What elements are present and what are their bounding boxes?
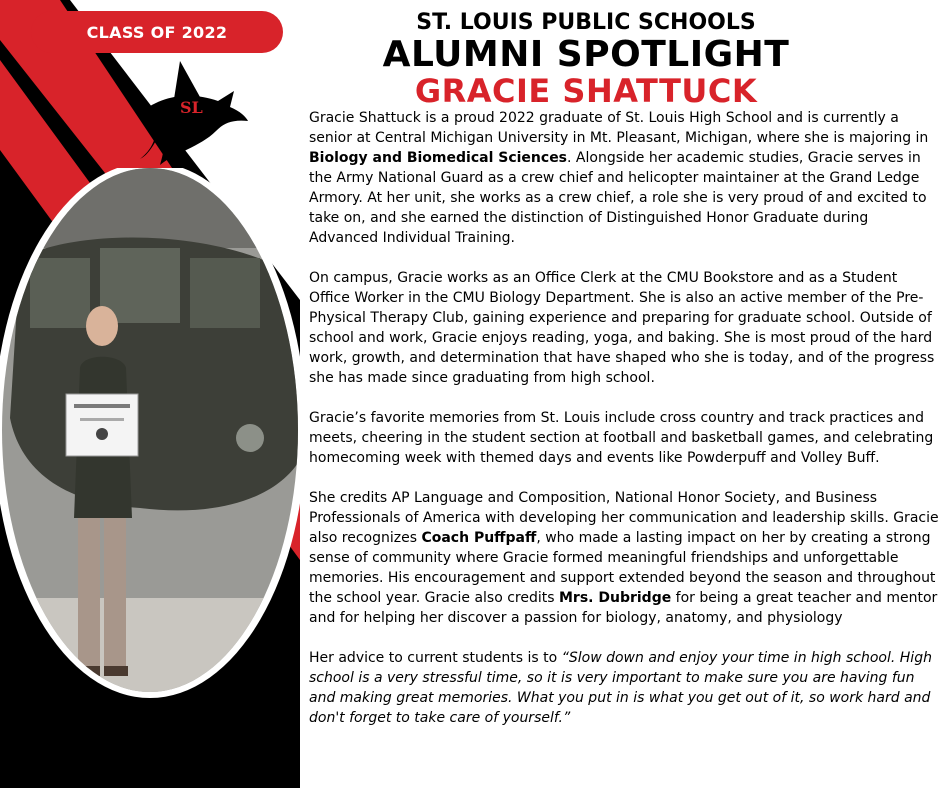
logo-monogram: SL	[180, 98, 203, 117]
district-heading: ST. LOUIS PUBLIC SCHOOLS	[416, 10, 756, 35]
article-body	[309, 108, 940, 748]
alumni-name: GRACIE SHATTUCK	[414, 72, 758, 110]
graduate-photo	[0, 168, 312, 698]
major-highlight: Biology and Biomedical Sciences	[309, 150, 568, 166]
page-header	[360, 10, 812, 108]
paragraph-bio: Gracie Shattuck is a proud 2022 graduate of St. Louis High School and is currently a senior at Central Michigan University in Mt. Pleasant, Michigan, where she is majoring in Biology and Biomedical Sciences. Alongside her academic studies, Gracie serves in the Army National Guard as a crew chief and helicopter maintainer at the Grand Ledge Armory. At her unit, she works as a crew chief, a role she is very proud of and excited to take on, and she earned the distinction of Distinguished Honor Graduate during Advanced Individual Training.	[309, 110, 929, 246]
paragraph-credits: She credits AP Language and Composition, National Honor Society, and Business Professionals of America with developing her communication and leadership skills. Gracie also recognizes Coach Puffpaff, who made a lasting impact on her by creating a strong sense of community where Gracie formed meaningful friendships and unforgettable memories. His encouragement and support extended beyond the season and throughout the school year. Gracie also credits Mrs. Dubridge for being a great teacher and mentor and for helping her discover a passion for biology, anatomy, and physiology	[309, 490, 939, 626]
paragraph-advice: Her advice to current students is to “Slow down and enjoy your time in high school. High school is a very stressful time, so it is very important to make sure you are having fun and making great memories. What you put in is what you get out of it, so work hard and don't forget to take care of yourself.”	[309, 650, 932, 726]
advice-quote: “Slow down and enjoy your time in high school. High school is a very stressful time, so it is very important to make sure you are having fun and making great memories. What you put in is what you get out of it, so work hard and don't forget to take care of yourself.”	[309, 650, 932, 726]
shark-mascot-icon	[130, 55, 250, 167]
class-year-badge	[31, 11, 283, 53]
paragraph-memories: Gracie’s favorite memories from St. Louis include cross country and track practices and meets, cheering in the student section at football and basketball games, and celebrating homecoming week with themed days and events like Powderpuff and Volley Buff.	[309, 410, 934, 466]
teacher-name: Mrs. Dubridge	[559, 590, 672, 606]
spotlight-title: ALUMNI SPOTLIGHT	[382, 34, 790, 75]
class-year-label: CLASS OF 2022	[86, 22, 228, 42]
coach-name: Coach Puffpaff	[421, 530, 537, 546]
paragraph-campus: On campus, Gracie works as an Office Clerk at the CMU Bookstore and as a Student Office Worker in the CMU Biology Department. She is also an active member of the Pre-Physical Therapy Club, gaining experience and preparing for graduate school. Outside of school and work, Gracie enjoys reading, yoga, and baking. She is most proud of the hard work, growth, and determination that have shaped who she is today, and of the progress she has made since graduating from high school.	[309, 270, 935, 386]
